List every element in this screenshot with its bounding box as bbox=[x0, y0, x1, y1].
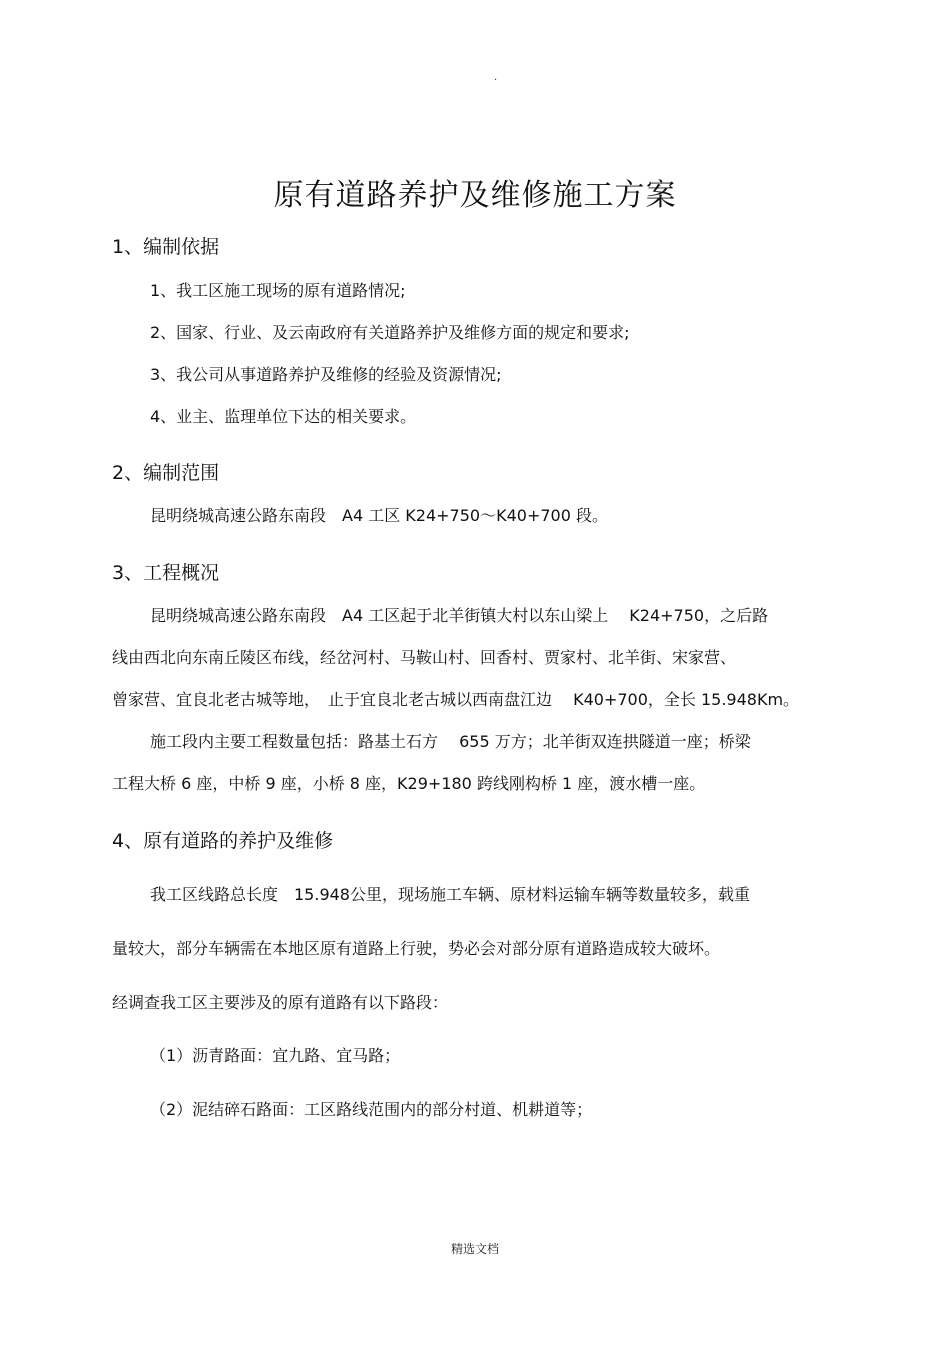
s2-text: 昆明绕城高速公路东南段 A4 工区 K24+750～K40+700 段。 bbox=[150, 506, 608, 525]
section-1-heading: 1、编制依据 bbox=[112, 236, 220, 258]
section-2-heading: 2、编制范围 bbox=[112, 462, 220, 484]
s4-p1-line-1: 我工区线路总长度 15.948公里，现场施工车辆、原材料运输车辆等数量较多，载重 bbox=[150, 885, 750, 904]
document-title: 原有道路养护及维修施工方案 bbox=[273, 178, 677, 213]
s3-p1-line-1: 昆明绕城高速公路东南段 A4 工区起于北羊街镇大村以东山梁上 K24+750，之后路 bbox=[150, 606, 769, 625]
s1-item-4: 4、业主、监理单位下达的相关要求。 bbox=[150, 407, 417, 426]
section-4-heading: 4、原有道路的养护及维修 bbox=[112, 830, 334, 852]
s4-p1-line-2: 量较大，部分车辆需在本地区原有道路上行驶，势必会对部分原有道路造成较大破坏。 bbox=[112, 939, 721, 958]
s3-p2-line-1: 施工段内主要工程数量包括：路基土石方 655 万方；北羊街双连拱隧道一座；桥梁 bbox=[150, 732, 751, 751]
s4-item-2: （2）泥结碎石路面：工区路线范围内的部分村道、机耕道等； bbox=[150, 1100, 593, 1119]
s3-p1-line-2: 线由西北向东南丘陵区布线，经岔河村、马鞍山村、回香村、贾家村、北羊街、宋家营、 bbox=[112, 648, 737, 667]
s4-p2: 经调查我工区主要涉及的原有道路有以下路段： bbox=[112, 993, 449, 1012]
s1-item-2: 2、国家、行业、及云南政府有关道路养护及维修方面的规定和要求; bbox=[150, 323, 630, 342]
header-mark: . bbox=[494, 72, 498, 83]
s1-item-1: 1、我工区施工现场的原有道路情况; bbox=[150, 281, 406, 300]
s1-item-3: 3、我公司从事道路养护及维修的经验及资源情况; bbox=[150, 365, 502, 384]
page-footer: 精选文档 bbox=[450, 1242, 499, 1256]
s3-p1-line-3: 曾家营、宜良北老古城等地， 止于宜良北老古城以西南盘江边 K40+700，全长 15.948Km。 bbox=[112, 690, 800, 709]
s4-item-1: （1）沥青路面：宜九路、宜马路； bbox=[150, 1046, 401, 1065]
s3-p2-line-2: 工程大桥 6 座，中桥 9 座，小桥 8 座，K29+180 跨线刚构桥 1 座，渡水槽一座。 bbox=[112, 774, 706, 793]
section-3-heading: 3、工程概况 bbox=[112, 562, 220, 584]
